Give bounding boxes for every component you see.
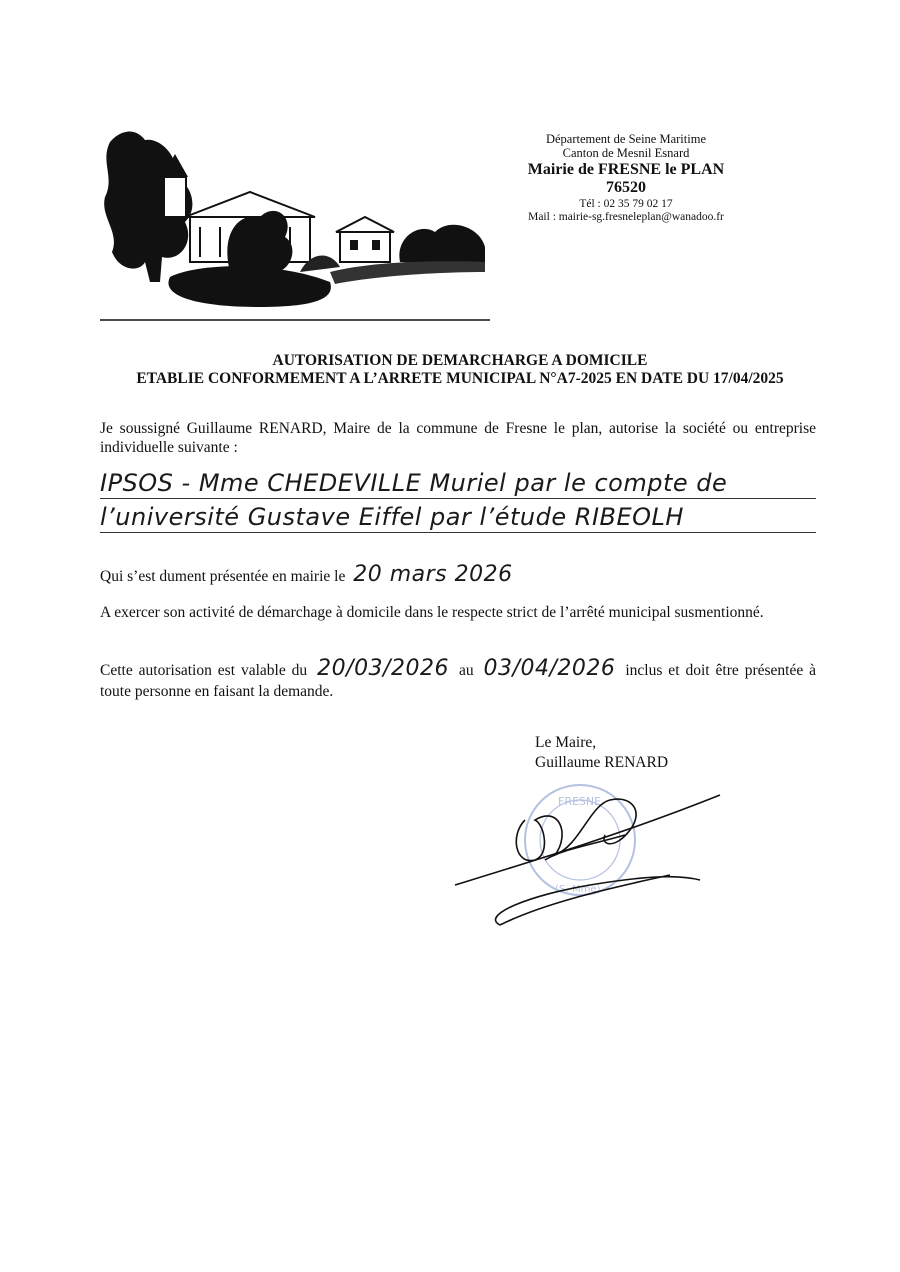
validity-suffix: inclus et doit être présentée à toute personne en faisant la demande. bbox=[100, 662, 817, 700]
company-handwritten-line-2: l’université Gustave Eiffel par l’étude RIBEOLH bbox=[100, 502, 816, 533]
signature-block bbox=[535, 733, 668, 773]
presentation-paragraph bbox=[100, 562, 816, 589]
validity-prefix: Cette autorisation est valable du bbox=[100, 662, 308, 679]
presented-date-handwritten: 20 mars 2026 bbox=[353, 562, 513, 587]
postcode-text: 76520 bbox=[606, 179, 646, 197]
mairie-name: Mairie de FRESNE le PLAN bbox=[527, 160, 725, 178]
mayor-name: Guillaume RENARD bbox=[535, 754, 669, 772]
logo-illustration bbox=[100, 122, 490, 322]
handwritten-signature bbox=[455, 795, 720, 925]
stamp-and-signature bbox=[440, 775, 740, 935]
department-text: Département de Seine Maritime bbox=[545, 132, 706, 146]
seal-signature-illustration bbox=[440, 775, 740, 935]
email-text: Mail : mairie-sg.fresneleplan@wanadoo.fr bbox=[528, 210, 724, 223]
activity-paragraph: A exercer son activité de démarchage à domicile dans le respecte strict de l’arrêté municipal susmentionné. bbox=[100, 604, 764, 621]
validity-middle: au bbox=[458, 662, 474, 679]
presented-prefix: Qui s’est dument présentée en mairie le bbox=[100, 568, 346, 585]
mairie-header bbox=[510, 132, 742, 224]
document-title bbox=[80, 352, 840, 388]
valid-to-handwritten: 03/04/2026 bbox=[483, 656, 616, 681]
title-line-2: ETABLIE CONFORMEMENT A L’ARRETE MUNICIPAL N°A7-2025 EN DATE DU 17/04/2025 bbox=[136, 369, 784, 387]
valid-from-handwritten: 20/03/2026 bbox=[317, 656, 449, 681]
title-line-1: AUTORISATION DE DEMARCHARGE A DOMICILE bbox=[272, 352, 648, 369]
svg-text:FRESNE: FRESNE bbox=[558, 795, 602, 808]
svg-text:(S.-Mme): (S.-Mme) bbox=[555, 884, 601, 895]
mayor-role: Le Maire, bbox=[535, 734, 597, 751]
intro-paragraph: Je soussigné Guillaume RENARD, Maire de la commune de Fresne le plan, autorise la société ou entreprise individuelle suivante : bbox=[100, 420, 816, 456]
validity-paragraph bbox=[100, 656, 816, 702]
phone-text: Tél : 02 35 79 02 17 bbox=[579, 197, 673, 210]
company-handwritten-line-1: IPSOS - Mme CHEDEVILLE Muriel par le compte de bbox=[100, 468, 816, 499]
canton-text: Canton de Mesnil Esnard bbox=[562, 146, 690, 161]
town-hall-logo bbox=[100, 122, 490, 322]
town-seal bbox=[525, 785, 635, 895]
